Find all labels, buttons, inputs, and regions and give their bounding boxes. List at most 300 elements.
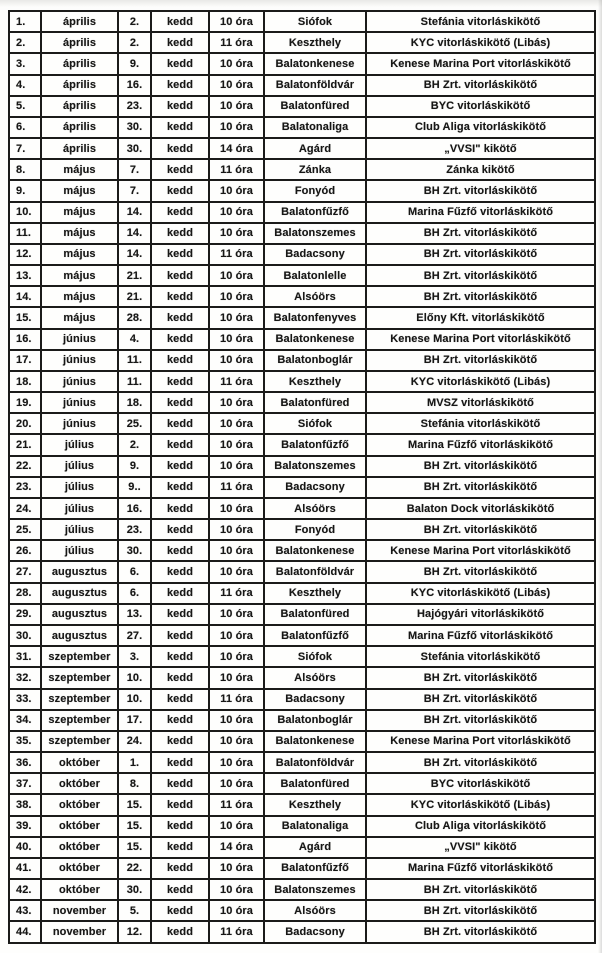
location-cell: Agárd [264, 837, 366, 858]
month-cell: május [41, 244, 118, 265]
time-cell: 10 óra [209, 329, 264, 350]
day-cell: 25. [118, 413, 151, 434]
month-cell: június [41, 350, 118, 371]
month-cell: április [41, 138, 118, 159]
weekday-cell: kedd [151, 180, 209, 201]
weekday-cell: kedd [151, 604, 209, 625]
table-row [9, 159, 595, 180]
venue-cell: KYC vitorláskikötő (Libás) [366, 371, 595, 392]
table-row [9, 731, 595, 752]
month-cell: október [41, 837, 118, 858]
weekday-cell: kedd [151, 11, 209, 32]
day-cell: 15. [118, 816, 151, 837]
location-cell: Keszthely [264, 794, 366, 815]
table-row [9, 456, 595, 477]
row-number-cell: 11. [9, 223, 41, 244]
month-cell: április [41, 75, 118, 96]
row-number-cell: 26. [9, 540, 41, 561]
weekday-cell: kedd [151, 392, 209, 413]
location-cell: Balatonfűzfő [264, 202, 366, 223]
location-cell: Balatonföldvár [264, 561, 366, 582]
day-cell: 27. [118, 625, 151, 646]
weekday-cell: kedd [151, 519, 209, 540]
day-cell: 17. [118, 710, 151, 731]
row-number-cell: 30. [9, 625, 41, 646]
day-cell: 30. [118, 879, 151, 900]
month-cell: szeptember [41, 646, 118, 667]
row-number-cell: 31. [9, 646, 41, 667]
row-number-cell: 22. [9, 456, 41, 477]
month-cell: április [41, 96, 118, 117]
location-cell: Balatonfüred [264, 604, 366, 625]
time-cell: 14 óra [209, 138, 264, 159]
location-cell: Siófok [264, 413, 366, 434]
weekday-cell: kedd [151, 286, 209, 307]
month-cell: szeptember [41, 689, 118, 710]
table-row [9, 244, 595, 265]
table-row [9, 646, 595, 667]
location-cell: Zánka [264, 159, 366, 180]
weekday-cell: kedd [151, 307, 209, 328]
venue-cell: KYC vitorláskikötő (Libás) [366, 794, 595, 815]
location-cell: Balatonföldvár [264, 752, 366, 773]
table-row [9, 392, 595, 413]
day-cell: 30. [118, 117, 151, 138]
day-cell: 5. [118, 900, 151, 921]
time-cell: 10 óra [209, 731, 264, 752]
weekday-cell: kedd [151, 498, 209, 519]
table-row [9, 540, 595, 561]
venue-cell: Marina Fűzfő vitorláskikötő [366, 202, 595, 223]
weekday-cell: kedd [151, 816, 209, 837]
month-cell: július [41, 540, 118, 561]
table-row [9, 583, 595, 604]
venue-cell: BH Zrt. vitorláskikötő [366, 921, 595, 943]
time-cell: 10 óra [209, 646, 264, 667]
venue-cell: BH Zrt. vitorláskikötő [366, 180, 595, 201]
row-number-cell: 32. [9, 667, 41, 688]
location-cell: Siófok [264, 11, 366, 32]
row-number-cell: 25. [9, 519, 41, 540]
weekday-cell: kedd [151, 561, 209, 582]
location-cell: Keszthely [264, 32, 366, 53]
row-number-cell: 3. [9, 53, 41, 74]
day-cell: 16. [118, 498, 151, 519]
day-cell: 3. [118, 646, 151, 667]
day-cell: 11. [118, 371, 151, 392]
time-cell: 11 óra [209, 159, 264, 180]
time-cell: 10 óra [209, 752, 264, 773]
time-cell: 10 óra [209, 11, 264, 32]
venue-cell: Kenese Marina Port vitorláskikötő [366, 53, 595, 74]
weekday-cell: kedd [151, 477, 209, 498]
venue-cell: BH Zrt. vitorláskikötő [366, 456, 595, 477]
time-cell: 10 óra [209, 625, 264, 646]
table-row [9, 32, 595, 53]
month-cell: április [41, 11, 118, 32]
row-number-cell: 27. [9, 561, 41, 582]
month-cell: szeptember [41, 731, 118, 752]
day-cell: 7. [118, 159, 151, 180]
weekday-cell: kedd [151, 456, 209, 477]
table-row [9, 75, 595, 96]
day-cell: 11. [118, 350, 151, 371]
time-cell: 10 óra [209, 202, 264, 223]
time-cell: 10 óra [209, 519, 264, 540]
venue-cell: Club Aliga vitorláskikötő [366, 117, 595, 138]
weekday-cell: kedd [151, 244, 209, 265]
location-cell: Fonyód [264, 180, 366, 201]
row-number-cell: 13. [9, 265, 41, 286]
venue-cell: BH Zrt. vitorláskikötő [366, 223, 595, 244]
weekday-cell: kedd [151, 223, 209, 244]
table-row [9, 879, 595, 900]
location-cell: Badacsony [264, 477, 366, 498]
table-row [9, 498, 595, 519]
row-number-cell: 28. [9, 583, 41, 604]
row-number-cell: 29. [9, 604, 41, 625]
venue-cell: BH Zrt. vitorláskikötő [366, 265, 595, 286]
location-cell: Balatonszemes [264, 879, 366, 900]
day-cell: 30. [118, 540, 151, 561]
table-row [9, 858, 595, 879]
row-number-cell: 15. [9, 307, 41, 328]
row-number-cell: 41. [9, 858, 41, 879]
month-cell: október [41, 773, 118, 794]
location-cell: Balatonfűzfő [264, 434, 366, 455]
day-cell: 14. [118, 223, 151, 244]
venue-cell: Marina Fűzfő vitorláskikötő [366, 434, 595, 455]
time-cell: 10 óra [209, 413, 264, 434]
weekday-cell: kedd [151, 202, 209, 223]
row-number-cell: 18. [9, 371, 41, 392]
weekday-cell: kedd [151, 646, 209, 667]
time-cell: 10 óra [209, 286, 264, 307]
time-cell: 10 óra [209, 540, 264, 561]
table-row [9, 434, 595, 455]
month-cell: október [41, 879, 118, 900]
table-row [9, 900, 595, 921]
time-cell: 10 óra [209, 223, 264, 244]
table-row [9, 604, 595, 625]
location-cell: Alsóörs [264, 286, 366, 307]
month-cell: augusztus [41, 561, 118, 582]
month-cell: július [41, 434, 118, 455]
month-cell: július [41, 498, 118, 519]
weekday-cell: kedd [151, 858, 209, 879]
month-cell: november [41, 900, 118, 921]
table-row [9, 413, 595, 434]
venue-cell: BH Zrt. vitorláskikötő [366, 900, 595, 921]
row-number-cell: 33. [9, 689, 41, 710]
row-number-cell: 7. [9, 138, 41, 159]
time-cell: 11 óra [209, 921, 264, 943]
row-number-cell: 8. [9, 159, 41, 180]
day-cell: 12. [118, 921, 151, 943]
venue-cell: Balaton Dock vitorláskikötő [366, 498, 595, 519]
time-cell: 14 óra [209, 837, 264, 858]
day-cell: 2. [118, 32, 151, 53]
time-cell: 10 óra [209, 117, 264, 138]
location-cell: Balatonkenese [264, 53, 366, 74]
table-row [9, 371, 595, 392]
month-cell: április [41, 32, 118, 53]
table-row [9, 350, 595, 371]
location-cell: Agárd [264, 138, 366, 159]
row-number-cell: 36. [9, 752, 41, 773]
table-row [9, 117, 595, 138]
day-cell: 10. [118, 667, 151, 688]
venue-cell: Kenese Marina Port vitorláskikötő [366, 329, 595, 350]
weekday-cell: kedd [151, 752, 209, 773]
day-cell: 8. [118, 773, 151, 794]
row-number-cell: 24. [9, 498, 41, 519]
table-row [9, 773, 595, 794]
table-row [9, 710, 595, 731]
month-cell: június [41, 329, 118, 350]
location-cell: Badacsony [264, 921, 366, 943]
row-number-cell: 12. [9, 244, 41, 265]
venue-cell: KYC vitorláskikötő (Libás) [366, 583, 595, 604]
day-cell: 14. [118, 202, 151, 223]
venue-cell: Hajógyári vitorláskikötő [366, 604, 595, 625]
weekday-cell: kedd [151, 138, 209, 159]
day-cell: 2. [118, 434, 151, 455]
weekday-cell: kedd [151, 794, 209, 815]
row-number-cell: 1. [9, 11, 41, 32]
venue-cell: BH Zrt. vitorláskikötő [366, 710, 595, 731]
time-cell: 10 óra [209, 498, 264, 519]
table-row [9, 329, 595, 350]
venue-cell: Kenese Marina Port vitorláskikötő [366, 731, 595, 752]
weekday-cell: kedd [151, 900, 209, 921]
day-cell: 4. [118, 329, 151, 350]
location-cell: Balatonfüred [264, 96, 366, 117]
time-cell: 11 óra [209, 794, 264, 815]
month-cell: május [41, 307, 118, 328]
time-cell: 11 óra [209, 583, 264, 604]
weekday-cell: kedd [151, 265, 209, 286]
sailing-port-schedule-table [8, 10, 596, 944]
month-cell: május [41, 202, 118, 223]
month-cell: május [41, 159, 118, 180]
venue-cell: BH Zrt. vitorláskikötő [366, 689, 595, 710]
location-cell: Balatonfűzfő [264, 625, 366, 646]
weekday-cell: kedd [151, 159, 209, 180]
weekday-cell: kedd [151, 117, 209, 138]
location-cell: Balatonlelle [264, 265, 366, 286]
row-number-cell: 43. [9, 900, 41, 921]
day-cell: 24. [118, 731, 151, 752]
weekday-cell: kedd [151, 837, 209, 858]
table-row [9, 202, 595, 223]
day-cell: 7. [118, 180, 151, 201]
table-row [9, 561, 595, 582]
month-cell: június [41, 413, 118, 434]
weekday-cell: kedd [151, 371, 209, 392]
weekday-cell: kedd [151, 75, 209, 96]
time-cell: 10 óra [209, 350, 264, 371]
location-cell: Balatonfűzfő [264, 858, 366, 879]
time-cell: 10 óra [209, 265, 264, 286]
table-row [9, 138, 595, 159]
table-row [9, 265, 595, 286]
location-cell: Balatonaliga [264, 816, 366, 837]
weekday-cell: kedd [151, 625, 209, 646]
weekday-cell: kedd [151, 350, 209, 371]
table-row [9, 11, 595, 32]
location-cell: Alsóörs [264, 900, 366, 921]
month-cell: május [41, 223, 118, 244]
location-cell: Balatonkenese [264, 329, 366, 350]
weekday-cell: kedd [151, 667, 209, 688]
schedule-table-body [9, 11, 595, 943]
venue-cell: BH Zrt. vitorláskikötő [366, 286, 595, 307]
location-cell: Fonyód [264, 519, 366, 540]
row-number-cell: 4. [9, 75, 41, 96]
time-cell: 11 óra [209, 371, 264, 392]
time-cell: 10 óra [209, 53, 264, 74]
location-cell: Badacsony [264, 689, 366, 710]
time-cell: 10 óra [209, 900, 264, 921]
time-cell: 10 óra [209, 96, 264, 117]
month-cell: május [41, 286, 118, 307]
table-row [9, 477, 595, 498]
weekday-cell: kedd [151, 773, 209, 794]
row-number-cell: 21. [9, 434, 41, 455]
month-cell: július [41, 519, 118, 540]
venue-cell: Marina Fűzfő vitorláskikötő [366, 858, 595, 879]
month-cell: április [41, 117, 118, 138]
venue-cell: BH Zrt. vitorláskikötő [366, 75, 595, 96]
day-cell: 22. [118, 858, 151, 879]
location-cell: Alsóörs [264, 667, 366, 688]
day-cell: 14. [118, 244, 151, 265]
row-number-cell: 9. [9, 180, 41, 201]
month-cell: május [41, 265, 118, 286]
weekday-cell: kedd [151, 329, 209, 350]
table-row [9, 921, 595, 943]
venue-cell: BH Zrt. vitorláskikötő [366, 519, 595, 540]
row-number-cell: 6. [9, 117, 41, 138]
time-cell: 11 óra [209, 689, 264, 710]
weekday-cell: kedd [151, 710, 209, 731]
venue-cell: BH Zrt. vitorláskikötő [366, 561, 595, 582]
month-cell: október [41, 794, 118, 815]
row-number-cell: 16. [9, 329, 41, 350]
time-cell: 10 óra [209, 667, 264, 688]
row-number-cell: 44. [9, 921, 41, 943]
venue-cell: Stefánia vitorláskikötő [366, 646, 595, 667]
venue-cell: BH Zrt. vitorláskikötő [366, 667, 595, 688]
table-row [9, 837, 595, 858]
day-cell: 9. [118, 456, 151, 477]
weekday-cell: kedd [151, 32, 209, 53]
day-cell: 23. [118, 96, 151, 117]
month-cell: május [41, 180, 118, 201]
row-number-cell: 20. [9, 413, 41, 434]
weekday-cell: kedd [151, 413, 209, 434]
row-number-cell: 40. [9, 837, 41, 858]
month-cell: szeptember [41, 667, 118, 688]
row-number-cell: 2. [9, 32, 41, 53]
table-row [9, 689, 595, 710]
location-cell: Balatonkenese [264, 731, 366, 752]
location-cell: Keszthely [264, 583, 366, 604]
venue-cell: Marina Fűzfő vitorláskikötő [366, 625, 595, 646]
venue-cell: Zánka kikötő [366, 159, 595, 180]
month-cell: augusztus [41, 625, 118, 646]
venue-cell: BH Zrt. vitorláskikötő [366, 879, 595, 900]
day-cell: 15. [118, 794, 151, 815]
weekday-cell: kedd [151, 921, 209, 943]
scan-edge-shadow [598, 0, 602, 953]
day-cell: 23. [118, 519, 151, 540]
time-cell: 10 óra [209, 307, 264, 328]
day-cell: 15. [118, 837, 151, 858]
location-cell: Balatonfüred [264, 773, 366, 794]
row-number-cell: 39. [9, 816, 41, 837]
day-cell: 6. [118, 561, 151, 582]
location-cell: Balatonszemes [264, 456, 366, 477]
location-cell: Alsóörs [264, 498, 366, 519]
location-cell: Balatonfenyves [264, 307, 366, 328]
venue-cell: „VVSI" kikötő [366, 837, 595, 858]
row-number-cell: 38. [9, 794, 41, 815]
time-cell: 11 óra [209, 244, 264, 265]
day-cell: 1. [118, 752, 151, 773]
table-row [9, 752, 595, 773]
weekday-cell: kedd [151, 731, 209, 752]
venue-cell: BYC vitorláskikötő [366, 96, 595, 117]
time-cell: 10 óra [209, 604, 264, 625]
day-cell: 16. [118, 75, 151, 96]
weekday-cell: kedd [151, 96, 209, 117]
time-cell: 10 óra [209, 392, 264, 413]
venue-cell: MVSZ vitorláskikötő [366, 392, 595, 413]
venue-cell: „VVSI" kikötő [366, 138, 595, 159]
row-number-cell: 37. [9, 773, 41, 794]
day-cell: 10. [118, 689, 151, 710]
month-cell: október [41, 752, 118, 773]
table-row [9, 667, 595, 688]
weekday-cell: kedd [151, 583, 209, 604]
day-cell: 13. [118, 604, 151, 625]
day-cell: 21. [118, 265, 151, 286]
time-cell: 10 óra [209, 434, 264, 455]
row-number-cell: 34. [9, 710, 41, 731]
day-cell: 18. [118, 392, 151, 413]
location-cell: Badacsony [264, 244, 366, 265]
time-cell: 10 óra [209, 710, 264, 731]
time-cell: 11 óra [209, 32, 264, 53]
location-cell: Balatonfüred [264, 392, 366, 413]
venue-cell: BH Zrt. vitorláskikötő [366, 244, 595, 265]
venue-cell: Stefánia vitorláskikötő [366, 11, 595, 32]
weekday-cell: kedd [151, 434, 209, 455]
month-cell: július [41, 456, 118, 477]
weekday-cell: kedd [151, 53, 209, 74]
day-cell: 30. [118, 138, 151, 159]
table-row [9, 180, 595, 201]
month-cell: június [41, 392, 118, 413]
table-row [9, 223, 595, 244]
day-cell: 21. [118, 286, 151, 307]
venue-cell: BH Zrt. vitorláskikötő [366, 350, 595, 371]
month-cell: október [41, 858, 118, 879]
venue-cell: Club Aliga vitorláskikötő [366, 816, 595, 837]
location-cell: Balatonföldvár [264, 75, 366, 96]
